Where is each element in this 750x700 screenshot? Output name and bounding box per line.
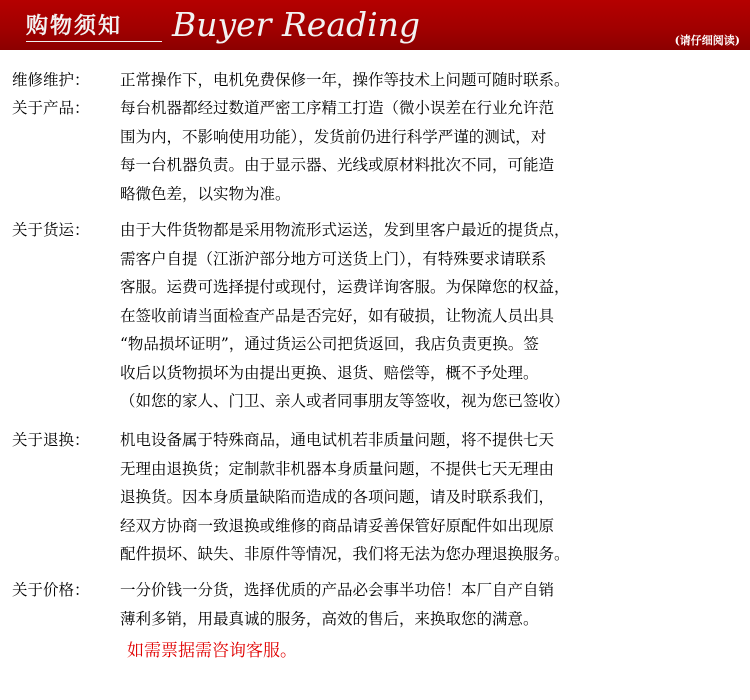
section-label: 关于价格： (12, 581, 90, 599)
section-label: 关于产品： (12, 99, 90, 117)
section-line: 略微色差，以实物为准。 (120, 184, 291, 203)
section-line: 一分价钱一分货，选择优质的产品必会事半功倍！本厂自产自销 (120, 581, 555, 599)
section-line: 收后以货物损坏为由提出更换、退货、赔偿等，概不予处理。 (120, 363, 539, 382)
section-body (120, 426, 740, 569)
header-underline (26, 41, 162, 42)
section-line: 退换货。因本身质量缺陷而造成的各项问题，请及时联系我们， (120, 488, 555, 506)
section-body (120, 576, 740, 633)
section-label: 关于货运： (12, 221, 90, 239)
section-label: 维修维护： (12, 71, 90, 89)
section-body (120, 66, 740, 95)
section-line: 每一台机器负责。由于显示器、光线或原材料批次不同，可能造 (120, 156, 555, 174)
section-line: 配件损坏、缺失、非原件等情况，我们将无法为您办理退换服务。 (120, 545, 570, 563)
section-line: 围为内，不影响使用功能），发货前仍进行科学严谨的测试，对 (120, 127, 547, 146)
header-note: (请仔细阅读) (674, 34, 740, 47)
section-line: 客服。运费可选择提付或现付，运费详询客服。为保障您的权益， (120, 278, 570, 296)
section-label: 关于退换： (12, 431, 90, 449)
header-title-cn: 购物须知 (26, 13, 123, 39)
header-banner (0, 0, 750, 50)
section-line: 正常操作下，电机免费保修一年，操作等技术上问题可随时联系。 (120, 71, 570, 89)
section-body (120, 94, 740, 208)
section-body (120, 216, 740, 416)
section-line: （如您的家人、门卫、亲人或者同事朋友等签收，视为您已签收） (120, 392, 570, 410)
section-line: 无理由退换货；定制款非机器本身质量问题，不提供七天无理由 (120, 459, 555, 478)
invoice-notice: 如需票据需咨询客服。 (127, 641, 297, 661)
header-title-en: Buyer Reading (172, 5, 421, 44)
section-line: 机电设备属于特殊商品，通电试机若非质量问题，将不提供七天 (120, 431, 555, 449)
section-line: 需客户自提（江浙沪部分地方可送货上门），有特殊要求请联系 (120, 249, 547, 268)
section-line: 在签收前请当面检查产品是否完好，如有破损，让物流人员出具 (120, 306, 555, 325)
section-line: 薄利多销，用最真诚的服务，高效的售后，来换取您的满意。 (120, 609, 539, 628)
section-line: 由于大件货物都是采用物流形式运送，发到里客户最近的提货点， (120, 221, 570, 239)
section-line: 经双方协商一致退换或维修的商品请妥善保管好原配件如出现原 (120, 516, 555, 535)
section-line: “物品损坏证明”，通过货运公司把货返回，我店负责更换。签 (120, 335, 539, 353)
section-line: 每台机器都经过数道严密工序精工打造（微小误差在行业允许范 (120, 99, 555, 117)
